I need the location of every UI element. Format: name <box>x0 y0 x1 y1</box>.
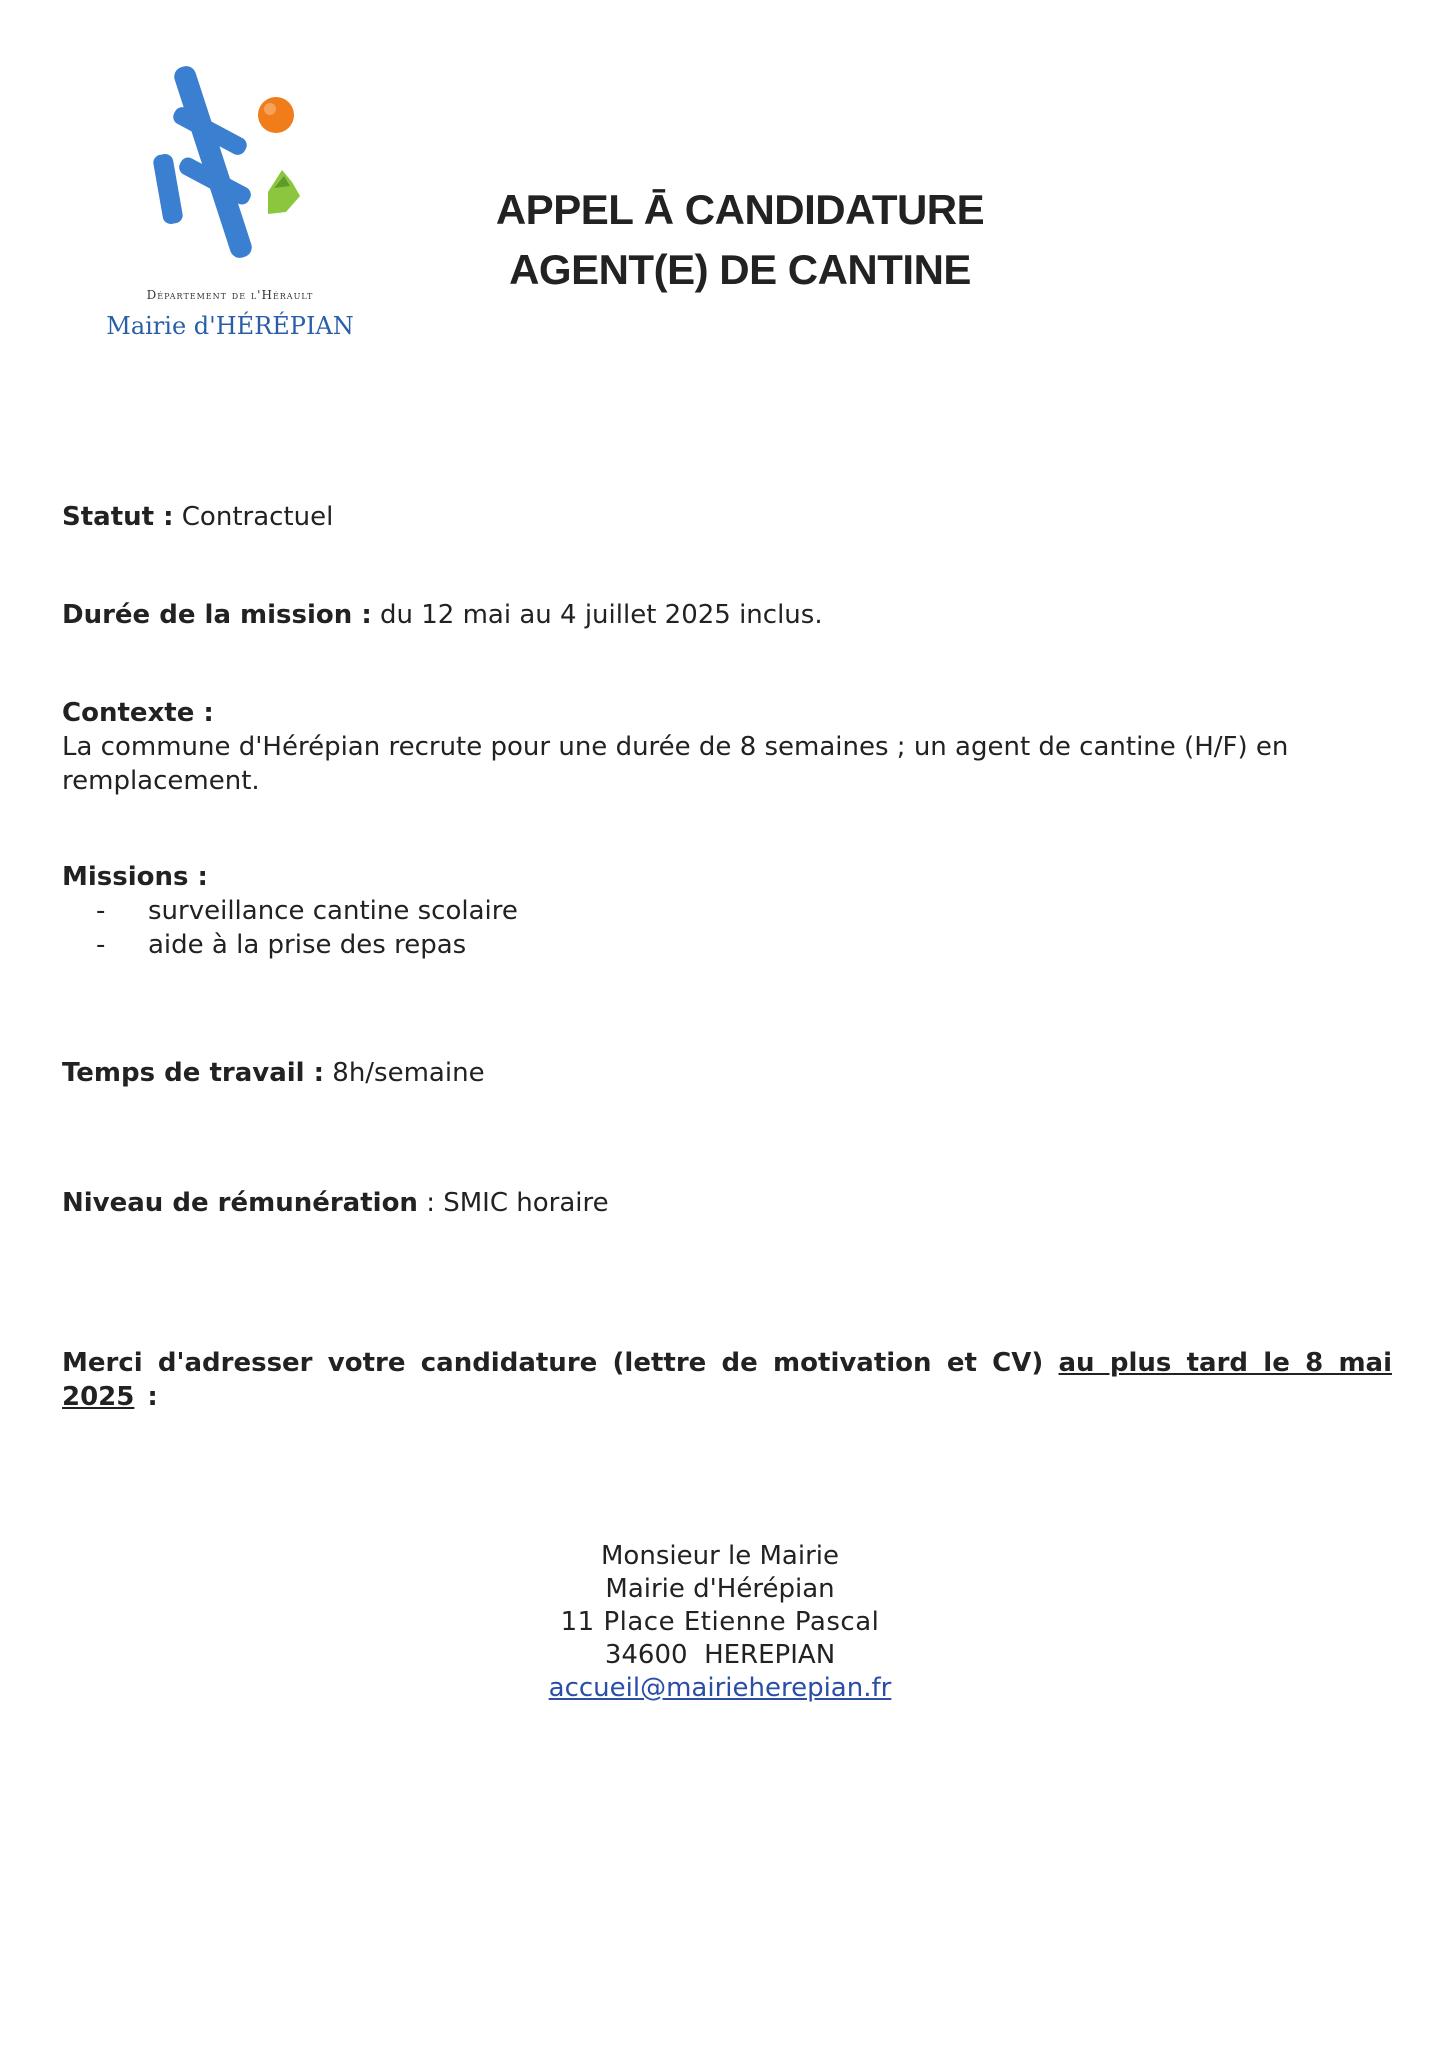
address-line-1: Monsieur le Mairie <box>601 1541 839 1571</box>
duree-value: du 12 mai au 4 juillet 2025 inclus. <box>371 600 823 630</box>
page-title <box>460 180 1020 300</box>
contexte-label: Contexte : <box>62 698 214 728</box>
statut-section <box>62 500 1392 534</box>
remuneration-section <box>62 1186 1392 1220</box>
email-link[interactable]: accueil@mairieherepian.fr <box>548 1673 892 1703</box>
logo-mairie-text: Mairie d'HÉRÉPIAN <box>106 312 354 340</box>
duree-label: Durée de la mission : <box>62 600 372 630</box>
duree-section <box>62 598 1392 632</box>
title-line-2: AGENT(E) DE CANTINE <box>509 246 971 293</box>
list-dash: - <box>96 896 106 926</box>
address-line-2: Mairie d'Hérépian <box>605 1574 835 1604</box>
postal-address <box>420 1540 1020 1705</box>
mission-text: surveillance cantine scolaire <box>148 896 518 926</box>
mission-text: aide à la prise des repas <box>148 930 467 960</box>
list-dash: - <box>96 930 106 960</box>
title-line-1: APPEL Ā CANDIDATURE <box>495 186 985 233</box>
contexte-text: La commune d'Hérépian recrute pour une durée de 8 semaines ; un agent de cantine (H/F) en remplacement. <box>62 732 1289 796</box>
remuneration-label: Niveau de rémunération <box>62 1188 418 1218</box>
statut-value: Contractuel <box>173 502 334 532</box>
statut-label: Statut : <box>62 502 174 532</box>
remuneration-value: : SMIC horaire <box>417 1188 609 1218</box>
logo-department-text: Département de l'Hérault <box>146 288 314 302</box>
apply-text: Merci d'adresser votre candidature (lettre de motivation et CV) <box>62 1348 1059 1378</box>
list-item <box>62 894 1392 928</box>
address-line-4: 34600 HEREPIAN <box>604 1640 836 1670</box>
apply-suffix: : <box>134 1382 158 1412</box>
temps-section <box>62 1056 1392 1090</box>
temps-label: Temps de travail : <box>62 1058 325 1088</box>
missions-label: Missions : <box>62 862 208 892</box>
apply-deadline: au plus tard le 8 mai 2025 <box>62 1348 1392 1412</box>
herepian-emblem-icon <box>150 62 310 282</box>
mairie-logo <box>100 62 360 362</box>
missions-section <box>62 860 1392 962</box>
application-instructions <box>62 1346 1392 1414</box>
address-line-3: 11 Place Etienne Pascal <box>560 1607 880 1637</box>
temps-value: 8h/semaine <box>324 1058 485 1088</box>
contexte-section <box>62 696 1392 798</box>
missions-list <box>62 894 1392 962</box>
list-item <box>62 928 1392 962</box>
